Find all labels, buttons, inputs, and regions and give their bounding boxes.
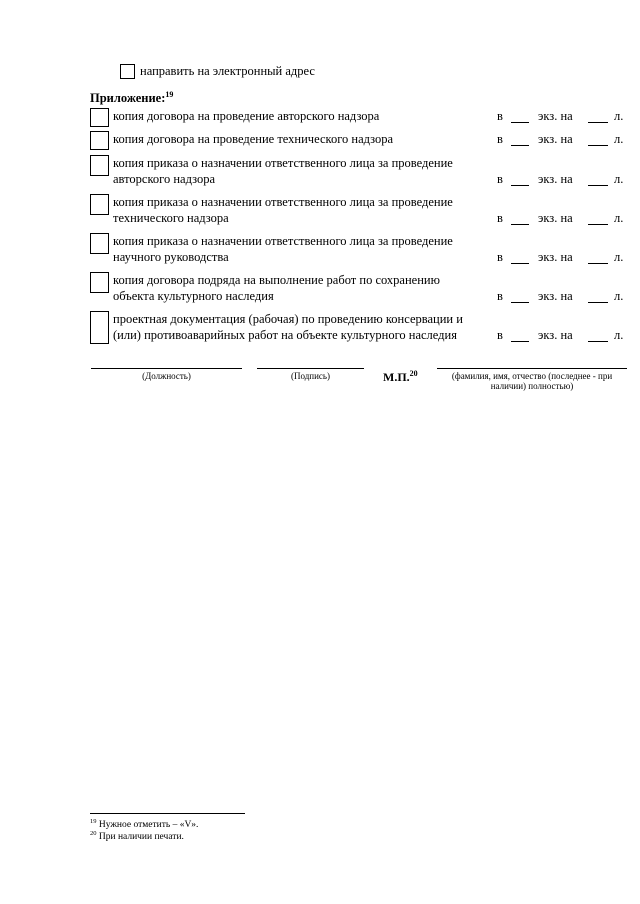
signature-label: (Подпись) (290, 371, 331, 381)
copies-label: экз. на (538, 172, 573, 186)
position-line[interactable] (91, 368, 242, 369)
sheets-count-blank[interactable] (588, 263, 608, 264)
attachment-description (113, 272, 488, 304)
attachment-checkbox[interactable] (90, 155, 109, 176)
sheets-label: л. (614, 328, 624, 342)
stamp-place (383, 370, 418, 384)
copies-count-blank[interactable] (511, 224, 529, 225)
footnote-separator (90, 813, 245, 814)
sheets-label: л. (614, 250, 624, 264)
name-field (437, 368, 627, 391)
copies-count (497, 210, 624, 226)
attachment-text-line: копия приказа о назначении ответственного лица за проведение (113, 234, 453, 248)
copies-count-blank[interactable] (511, 145, 529, 146)
copies-label: экз. на (538, 250, 573, 264)
position-label: (Должность) (142, 371, 191, 381)
copies-count (497, 131, 624, 147)
footnote-20 (90, 829, 184, 843)
attachment-text-line: авторского надзора (113, 172, 216, 186)
sheets-count-blank[interactable] (588, 122, 608, 123)
footnote-19 (90, 817, 199, 831)
copies-count-blank[interactable] (511, 341, 529, 342)
sheets-count-blank[interactable] (588, 145, 608, 146)
copies-in-label: в (497, 328, 503, 342)
attachment-checkbox[interactable] (90, 272, 109, 293)
attachment-text-line: копия приказа о назначении ответственного лица за проведение (113, 195, 453, 209)
attachment-checkbox[interactable] (90, 131, 109, 150)
signature-line[interactable] (257, 368, 364, 369)
copies-count (497, 288, 624, 304)
attachment-description (113, 233, 488, 265)
copies-in-label: в (497, 132, 503, 146)
sheets-label: л. (614, 172, 624, 186)
appendix-footnote-ref: 19 (165, 89, 174, 99)
sheets-count-blank[interactable] (588, 224, 608, 225)
copies-label: экз. на (538, 109, 573, 123)
copies-in-label: в (497, 172, 503, 186)
copies-in-label: в (497, 289, 503, 303)
attachment-text-line: объекта культурного наследия (113, 289, 274, 303)
attachment-checkbox[interactable] (90, 233, 109, 254)
attachment-text-line: копия приказа о назначении ответственного лица за проведение (113, 156, 453, 170)
copies-count-blank[interactable] (511, 122, 529, 123)
copies-label: экз. на (538, 211, 573, 225)
sheets-label: л. (614, 132, 624, 146)
copies-in-label: в (497, 250, 503, 264)
stamp-footnote-ref: 20 (409, 369, 418, 378)
copies-count (497, 327, 624, 343)
attachment-text-line: (или) противоаварийных работ на объекте культурного наследия (113, 328, 457, 342)
attachment-text-line: копия договора на проведение технического надзора (113, 132, 394, 146)
copies-count (497, 108, 624, 124)
attachment-checkbox[interactable] (90, 108, 109, 127)
attachment-checkbox[interactable] (90, 311, 109, 344)
name-line[interactable] (437, 368, 627, 369)
attachment-text-line: научного руководства (113, 250, 229, 264)
copies-count-blank[interactable] (511, 302, 529, 303)
copies-count (497, 171, 624, 187)
sheets-count-blank[interactable] (588, 302, 608, 303)
copies-in-label: в (497, 109, 503, 123)
attachment-text-line: технического надзора (113, 211, 229, 225)
footnote-19-ref: 19 (90, 817, 97, 825)
attachment-description (113, 194, 488, 226)
name-label-line2: наличии) полностью) (490, 381, 574, 391)
attachment-description (113, 311, 488, 343)
attachment-text-line: проектная документация (рабочая) по проведению консервации и (113, 312, 463, 326)
footnote-19-text: Нужное отметить – «V». (98, 820, 199, 830)
attachment-checkbox[interactable] (90, 194, 109, 215)
sheets-label: л. (614, 109, 624, 123)
sheets-count-blank[interactable] (588, 341, 608, 342)
copies-label: экз. на (538, 289, 573, 303)
copies-count (497, 249, 624, 265)
email-checkbox[interactable] (120, 64, 135, 79)
sheets-label: л. (614, 289, 624, 303)
attachment-description (113, 131, 488, 147)
appendix-title-text: Приложение: (90, 91, 166, 105)
footnote-20-ref: 20 (90, 829, 97, 837)
copies-count-blank[interactable] (511, 185, 529, 186)
attachment-description (113, 155, 488, 187)
position-field (91, 368, 242, 381)
attachment-text-line: копия договора на проведение авторского надзора (113, 109, 380, 123)
email-option-label: направить на электронный адрес (140, 64, 315, 78)
signature-field (257, 368, 364, 381)
copies-label: экз. на (538, 132, 573, 146)
copies-in-label: в (497, 211, 503, 225)
appendix-title (90, 90, 173, 106)
sheets-label: л. (614, 211, 624, 225)
stamp-label: М.П. (383, 370, 410, 384)
copies-count-blank[interactable] (511, 263, 529, 264)
sheets-count-blank[interactable] (588, 185, 608, 186)
attachment-text-line: копия договора подряда на выполнение работ по сохранению (113, 273, 440, 287)
email-option (120, 62, 315, 80)
name-label-line1: (фамилия, имя, отчество (последнее - при (451, 371, 613, 381)
attachment-description (113, 108, 488, 124)
footnote-20-text: При наличии печати. (98, 832, 184, 842)
copies-label: экз. на (538, 328, 573, 342)
